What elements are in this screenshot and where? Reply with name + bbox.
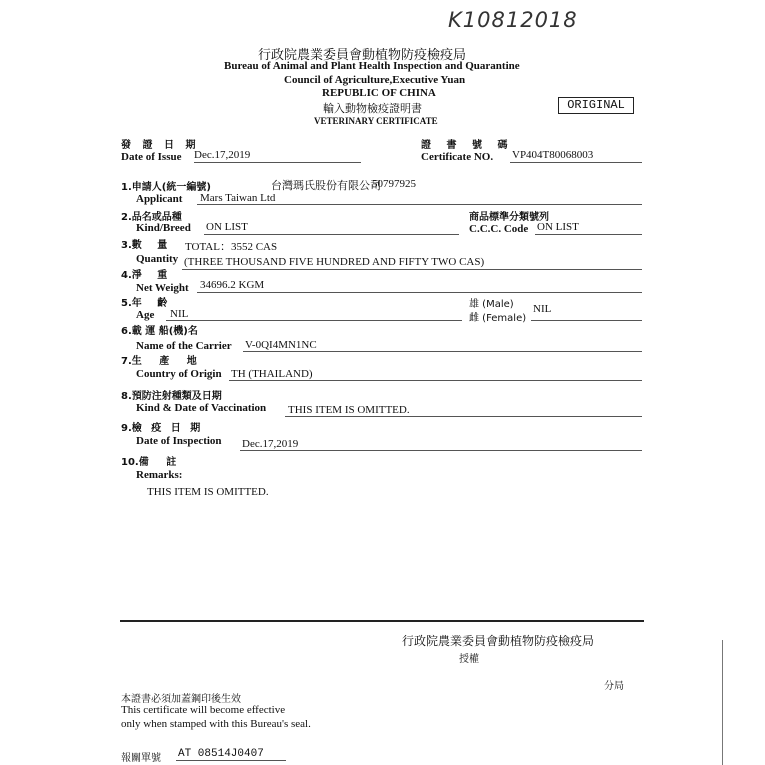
ccc-code-underline	[535, 234, 642, 235]
vaccination-value: THIS ITEM IS OMITTED.	[288, 404, 410, 416]
kind-label: Kind/Breed	[136, 222, 191, 234]
bureau-name-en: Bureau of Animal and Plant Health Inspection and Quarantine	[224, 60, 520, 72]
remarks-value: THIS ITEM IS OMITTED.	[147, 486, 269, 498]
seal-note-en-line1: This certificate will become effective	[121, 704, 286, 716]
male-label: 雄 (Male)	[469, 299, 514, 310]
origin-value: TH (THAILAND)	[231, 368, 313, 380]
carrier-label: Name of the Carrier	[136, 340, 232, 352]
applicant-tax-id: 50797925	[372, 178, 416, 190]
age-value: NIL	[170, 308, 189, 320]
remarks-label-zh: 10.備 註	[121, 457, 177, 468]
age-label-zh: 5.年 齡	[121, 298, 168, 309]
vaccination-label-zh: 8.預防注射種類及日期	[121, 391, 222, 402]
net-weight-value: 34696.2 KGM	[200, 279, 265, 291]
age-label: Age	[136, 309, 155, 321]
date-of-issue-value: Dec.17,2019	[194, 149, 251, 161]
net-weight-label-zh: 4.淨 重	[121, 270, 168, 281]
quantity-in-words: (THREE THOUSAND FIVE HUNDRED AND FIFTY TWO CAS)	[184, 256, 485, 268]
country-name: REPUBLIC OF CHINA	[322, 87, 436, 99]
inspection-underline	[240, 450, 642, 451]
origin-label-zh: 7.生 產 地	[121, 356, 197, 367]
sex-underline	[531, 320, 642, 321]
carrier-label-zh: 6.載 運 船(機)名	[121, 326, 198, 337]
quantity-underline	[182, 269, 642, 270]
declaration-no-label: 報關單號	[121, 753, 161, 764]
council-name: Council of Agriculture,Executive Yuan	[284, 74, 466, 86]
age-underline	[166, 320, 462, 321]
kind-underline	[204, 234, 459, 235]
declaration-no-value: AT 08514J0407	[178, 748, 264, 760]
footer-authorized: 授權	[459, 654, 479, 665]
declaration-no-underline	[176, 760, 286, 761]
footer-branch: 分局	[604, 681, 624, 692]
origin-label: Country of Origin	[136, 368, 222, 380]
bureau-name-zh: 行政院農業委員會動植物防疫檢疫局	[258, 48, 467, 63]
seal-note-en-line2: only when stamped with this Bureau's seal.	[121, 718, 311, 730]
applicant-name-zh: 台灣瑪氏股份有限公司	[271, 179, 381, 192]
quantity-label-zh: 3.數 量	[121, 240, 168, 251]
applicant-label-zh: 1.申請人(統一編號)	[121, 182, 211, 193]
certificate-no-underline	[510, 162, 642, 163]
footer-divider	[120, 620, 644, 622]
footer-bureau-zh: 行政院農業委員會動植物防疫檢疫局	[402, 634, 595, 648]
date-of-issue-underline	[194, 162, 361, 163]
vaccination-underline	[285, 416, 642, 417]
certificate-title-zh: 輸入動物檢疫證明書	[323, 102, 422, 115]
certificate-no-label: Certificate NO.	[421, 151, 494, 163]
certificate-title-en: VETERINARY CERTIFICATE	[314, 116, 438, 126]
applicant-underline	[197, 204, 642, 205]
carrier-value: V-0QI4MN1NC	[245, 339, 317, 351]
net-weight-label: Net Weight	[136, 282, 189, 294]
sex-value: NIL	[533, 303, 552, 315]
applicant-value: Mars Taiwan Ltd	[200, 192, 276, 204]
quantity-total: TOTAL：3552 CAS	[185, 241, 278, 253]
inspection-label: Date of Inspection	[136, 435, 222, 447]
remarks-label: Remarks:	[136, 469, 183, 481]
carrier-underline	[243, 351, 642, 352]
date-of-issue-label: Date of Issue	[121, 151, 182, 163]
ccc-code-label-zh: 商品標準分類號列	[469, 212, 549, 223]
female-label: 雌 (Female)	[469, 313, 527, 324]
scan-edge-line	[722, 640, 723, 765]
kind-value: ON LIST	[206, 221, 248, 233]
net-weight-underline	[197, 292, 642, 293]
ccc-code-value: ON LIST	[537, 221, 579, 233]
original-box: ORIGINAL	[558, 97, 634, 114]
ccc-code-label: C.C.C. Code	[469, 223, 529, 235]
certificate-no-label-zh: 證 書 號 碼	[421, 140, 514, 151]
inspection-label-zh: 9.檢 疫 日 期	[121, 423, 201, 434]
quantity-label: Quantity	[136, 253, 179, 265]
vaccination-label: Kind & Date of Vaccination	[136, 402, 267, 414]
inspection-value: Dec.17,2019	[242, 438, 299, 450]
origin-underline	[229, 380, 642, 381]
handwritten-reference: K10812018	[448, 8, 578, 32]
applicant-label: Applicant	[136, 193, 183, 205]
certificate-no-value: VP404T80068003	[512, 149, 594, 161]
kind-label-zh: 2.品名或品種	[121, 212, 182, 223]
seal-note-zh: 本證書必須加蓋鋼印後生效	[121, 694, 241, 705]
date-of-issue-label-zh: 發 證 日 期	[121, 140, 200, 151]
